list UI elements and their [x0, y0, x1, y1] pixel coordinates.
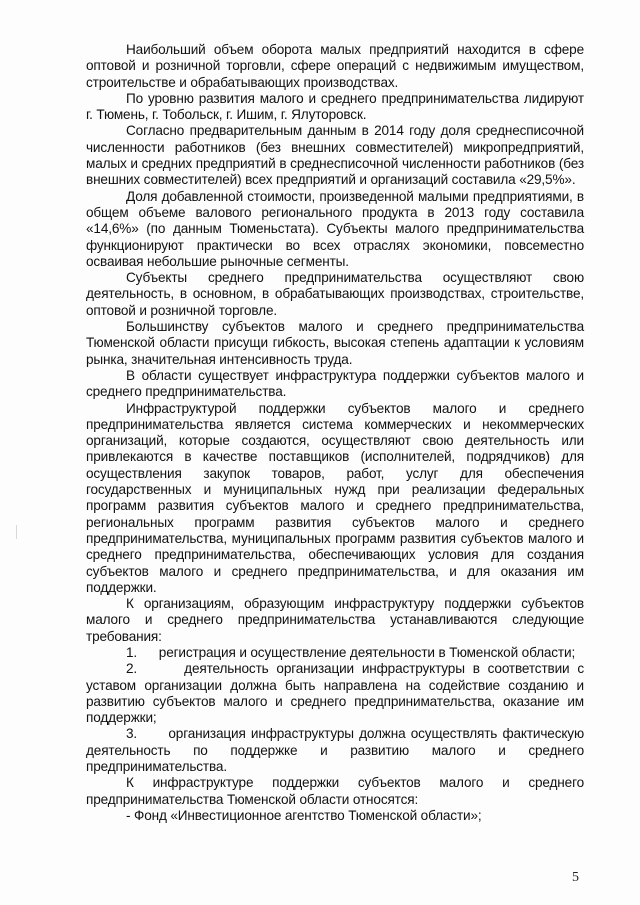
paragraph-leading-cities: По уровню развития малого и среднего предпринимательства лидируют г. Тюмень, г. Тобольск, г. Ишим, г. Ялуторовск. [86, 90, 584, 123]
paragraph-medium-business: Субъекты среднего предпринимательства осуществляют свою деятельность, в основном, в обрабатывающих производствах, строительстве, оптовой и розничной торговле. [86, 270, 584, 318]
paragraph-flexibility: Большинству субъектов малого и среднего предпринимательства Тюменской области присущи гибкость, высокая степень адаптации к условиям рынка, значительная интенсивность труда. [86, 319, 584, 367]
document-body [86, 42, 584, 824]
paragraph-infrastructure-members: К инфраструктуре поддержки субъектов малого и среднего предпринимательства Тюменской области относятся: [86, 775, 584, 807]
list-item-requirement-3: 3. организация инфраструктуры должна осуществлять фактическую деятельность по поддержке и развитию малого и среднего предпринимательства. [86, 726, 584, 775]
paragraph-employment-share: Согласно предварительным данным в 2014 году доля среднесписочной численности работников (без внешних совместителей) микропредприятий, малых и средних предприятий в среднесписочной численности работников (без внешних совместителей) всех предприятий и организаций составила «29,5%». [86, 123, 584, 188]
list-item-requirement-1: 1. регистрация и осуществление деятельности в Тюменской области; [126, 644, 576, 660]
page-number: 5 [572, 870, 579, 885]
paragraph-turnover: Наибольший объем оборота малых предприятий находится в сфере оптовой и розничной торговли, сфере операций с недвижимым имуществом, строительстве и обрабатывающих производствах. [86, 42, 584, 90]
paragraph-infrastructure-exists: В области существует инфраструктура поддержки субъектов малого и среднего предпринимательства. [86, 367, 584, 400]
paragraph-infrastructure-definition: Инфраструктурой поддержки субъектов малого и среднего предпринимательства является система коммерческих и некоммерческих организаций, которые создаются, осуществляют свою деятельность или привлекаются в качестве поставщиков (исполнителей, подрядчиков) для осуществления закупок товаров, работ, услуг для обеспечения государственных и муниципальных нужд при реализации федеральных программ развития субъектов малого и среднего предпринимательства, региональных программ развития субъектов малого и среднего предпринимательства, муниципальных программ развития субъектов малого и среднего предпринимательства, обеспечивающих условия для создания субъектов малого и среднего предпринимательства, и для оказания им поддержки. [86, 400, 584, 595]
paragraph-value-added: Доля добавленной стоимости, произведенной малыми предприятиями, в общем объеме валового регионального продукта в 2013 году составила «14,6%» (по данным Тюменьстата). Субъекты малого предпринимательства функционируют практически во всех отраслях экономики, повсеместно осваивая небольшие рыночные сегменты. [86, 188, 584, 269]
scan-margin-mark [16, 525, 17, 539]
list-item-requirement-2: 2. деятельность организации инфраструктуры в соответствии с уставом организации должна быть направлена на содействие созданию и развитию субъектов малого и среднего предпринимательства, оказание им поддержки; [86, 661, 584, 726]
list-item-investment-agency: - Фонд «Инвестиционное агентство Тюменской области»; [126, 807, 482, 823]
paragraph-requirements-intro: К организациям, образующим инфраструктуру поддержки субъектов малого и среднего предпринимательства устанавливаются следующие требования: [86, 596, 584, 644]
